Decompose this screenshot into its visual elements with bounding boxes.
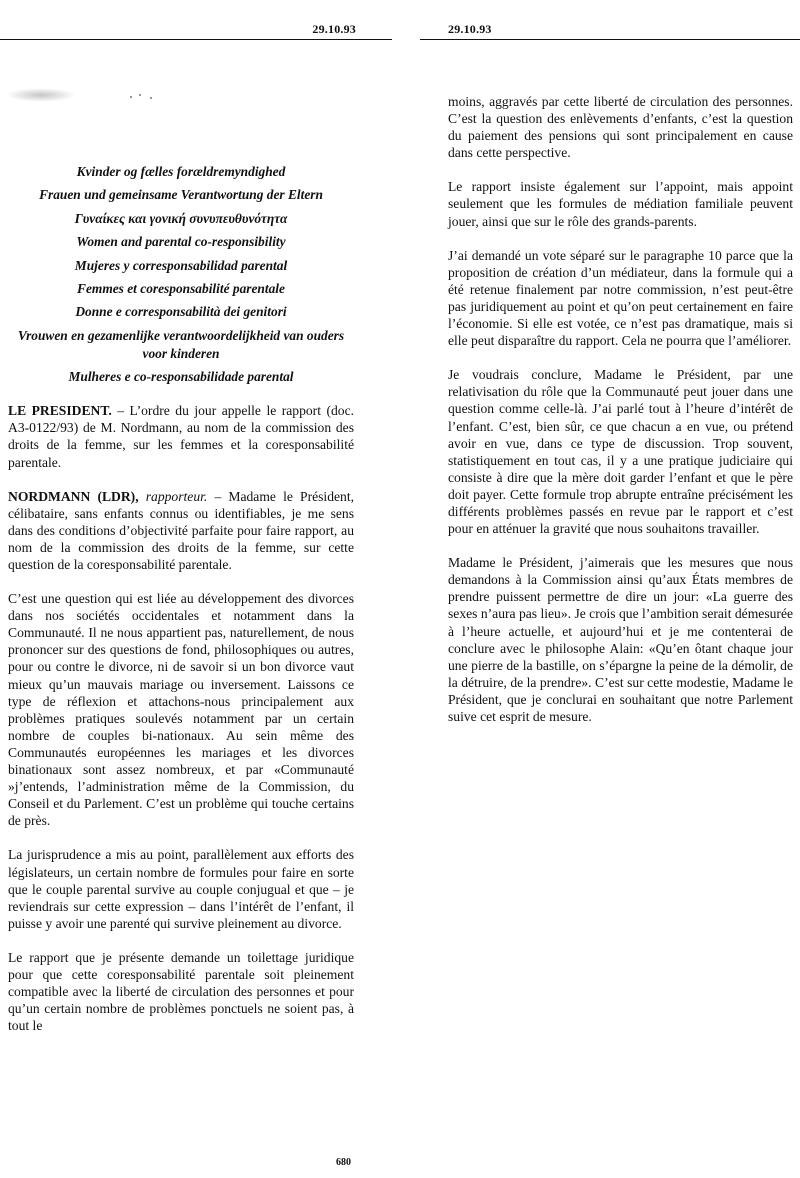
speaker-role: rapporteur. <box>138 488 208 504</box>
paragraph: Je voudrais conclure, Madame le Président, par une relativisation du rôle que la Communauté peut jouer dans une question comme celle-là. J’ai parlé tout à l’heure d’intérêt de l’enfant. C’est, bien sûr, ce que chacun a en vue, ou prétend avoir en vue, dans ce type de discussion. Trop souvent, statistiquement en tout cas, il y a une pratique judiciaire qui consiste à dire que la mère doit garder l’enfant et que le père doit payer. Cette formule trop abrupte entraîne précisément les différents problèmes passés en revue par le rapport et c’est pour en atténuer la gravité que nous souhaitons travailler. <box>448 367 793 537</box>
paragraph-text: – L’ordre du jour appelle le rapport (doc. A3-0122/93) de M. Nordmann, au nom de la commission des droits de la femme, sur les femmes et la coresponsabilité parentale. <box>8 403 354 470</box>
paragraph: moins, aggravés par cette liberté de circulation des personnes. C’est la question des enlèvements d’enfants, c’est la question du paiement des pensions qui sont principalement en cause dans cette perspective. <box>448 94 793 161</box>
title-en: Women and parental co-responsibility <box>76 234 286 250</box>
header-rule-left <box>0 39 392 40</box>
title-es: Mujeres y corresponsabilidad parental <box>74 257 288 273</box>
title-pt: Mulheres e co-responsabilidade parental <box>68 368 294 384</box>
debate-titles <box>8 160 354 388</box>
title-el: Γυναίκες και γονική συνυπευθυνότητα <box>74 210 288 226</box>
right-column <box>448 93 793 742</box>
paragraph-text: – Madame le Président, célibataire, sans enfants connus ou identifiables, je me sens dans des conditions d’objectivité parfaite pour faire rapport, au nom de la commission des droits de la femme, sur cette question de la coresponsabilité parentale. <box>8 488 355 572</box>
header-date-right: 29.10.93 <box>448 22 492 36</box>
title-fr: Femmes et coresponsabilité parentale <box>77 281 285 297</box>
paragraph: Madame le Président, j’aimerais que les mesures que nous demandons à la Commission ainsi qu’aux États membres de prendre puissent permettre de dire un jour: «La guerre des sexes n’aura pas lieu». Je crois que l’ambition serait démesurée à l’heure actuelle, et aujourd’hui et je me contenterai de conclure avec le philosophe Alain: «Qu’en ôtant chaque jour une pierre de la bastille, on s’épargne la peine de la démolir, de la détruire, de la prendre». C’est sur cette modestie, Madame le Président, que je conclurai en souhaitant que notre Parlement suive cet esprit de mesure. <box>448 555 794 724</box>
paragraph <box>8 488 354 573</box>
scan-smudge <box>6 88 76 102</box>
header-date-left: 29.10.93 <box>312 22 356 36</box>
left-page <box>0 0 392 1178</box>
left-column <box>8 160 354 1051</box>
paragraph: C’est une question qui est liée au développement des divorces dans nos sociétés occidentales et notamment dans la Communauté. Il ne nous appartient pas, naturellement, de nous prononcer sur des questions de fond, philosophiques ou autres, pour ou contre le divorce, ni de savoir si un bon divorce vaut mieux qu’un mauvais mariage ou inversement. Laissons ce type de réflexion et attachons-nous principalement aux problèmes pratiques soulevés notamment par un certain nombre de couples bi-nationaux. Au sein même des Communautés européennes les mariages et les divorces binationaux sont assez nombreux, et par «Communauté »j’entends, l’administration même de la Commission, du Conseil et du Parlement. C’est un problème qui touche certains de près. <box>8 591 354 829</box>
title-it: Donne e corresponsabilità dei genitori <box>75 304 287 320</box>
right-page <box>400 0 800 1178</box>
page-number: 680 <box>336 1157 351 1168</box>
title-nl: Vrouwen en gezamenlijke verantwoordelijkheid van ouders voor kinderen <box>17 327 345 361</box>
paragraph: Le rapport insiste également sur l’appoint, mais appoint seulement que les formules de médiation familiale peuvent jouer, ainsi que sur le rôle des grands-parents. <box>448 179 793 229</box>
header-rule-right <box>420 39 800 40</box>
speaker-name: NORDMANN (LDR), <box>8 488 139 504</box>
title-da: Kvinder og fælles forældremyndighed <box>76 164 286 179</box>
speaker-name: LE PRESIDENT. <box>8 403 112 419</box>
paragraph: Le rapport que je présente demande un toilettage juridique pour que cette coresponsabilité parentale soit pleinement compatible avec la liberté de circulation des personnes et pour qu’un certain nombre de problèmes ponctuels ne soient pas, à tout le <box>8 949 354 1034</box>
paragraph: La jurisprudence a mis au point, parallèlement aux efforts des législateurs, un certain nombre de formules pour faire en sorte que le couple parental survive au couple conjugual et que – je reviendrais sur cette expression – dans l’intérêt de l’enfant, il puisse y avoir une parenté qui survive pleinement au divorce. <box>8 847 354 931</box>
title-de: Frauen und gemeinsame Verantwortung der Eltern <box>39 187 323 203</box>
paragraph: J’ai demandé un vote séparé sur le paragraphe 10 parce que la proposition de création d’un médiateur, dans la formule qui a été retenue finalement par notre commission, n’est peut-être pas juridiquement au point et qu’on peut certainement en faire l’économie. Si elle est votée, ce n’est pas dramatique, mais si elle peut disparaître du rapport. Cela ne pourra que l’améliorer. <box>448 247 793 349</box>
paragraph <box>8 402 354 470</box>
scan-dots <box>130 94 160 100</box>
